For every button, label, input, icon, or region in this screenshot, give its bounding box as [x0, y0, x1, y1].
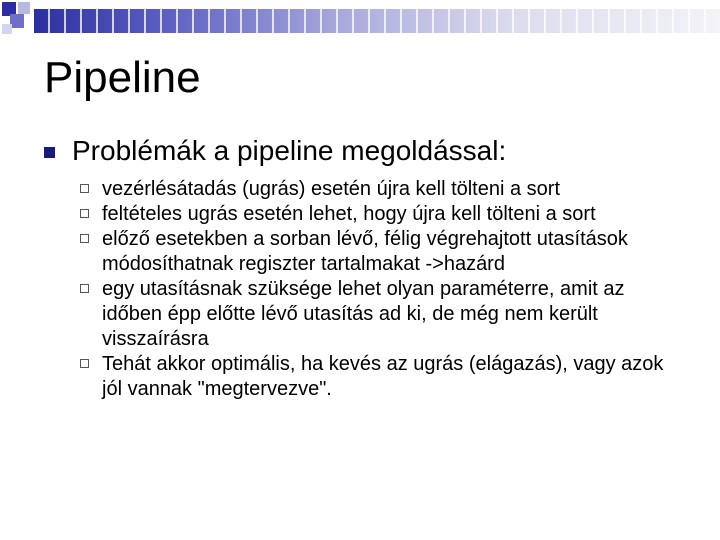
sub-bullet-text: feltételes ugrás esetén lehet, hogy újra kell tölteni a sort — [102, 203, 596, 225]
hollow-square-icon — [80, 284, 89, 293]
filled-square-icon — [44, 147, 55, 158]
sub-bullet-list — [78, 177, 678, 402]
sub-bullet-item — [78, 277, 678, 352]
header-decoration-square-light — [18, 2, 30, 14]
hollow-square-icon — [80, 184, 89, 193]
header-decoration-square-pale — [2, 24, 12, 34]
main-bullet-text: Problémák a pipeline megoldással: — [72, 135, 507, 166]
slide-title: Pipeline — [44, 53, 201, 102]
sub-bullet-text: előző esetekben a sorban lévő, félig végrehajtott utasítások módosíthatnak regiszter tartalmakat ->hazárd — [102, 228, 628, 275]
header-decoration-square-mid — [10, 14, 24, 28]
hollow-square-icon — [80, 359, 89, 368]
sub-bullet-text: Tehát akkor optimális, ha kevés az ugrás (elágazás), vagy azok jól vannak "megtervezve". — [102, 353, 664, 400]
sub-bullet-item — [78, 177, 678, 202]
hollow-square-icon — [80, 209, 89, 218]
sub-bullet-item — [78, 202, 678, 227]
hollow-square-icon — [80, 234, 89, 243]
sub-bullet-text: egy utasításnak szüksége lehet olyan paraméterre, amit az időben épp előtte lévő utasítás ad ki, de még nem került visszaírásra — [102, 278, 625, 350]
sub-bullet-item — [78, 352, 678, 402]
sub-bullet-item — [78, 227, 678, 277]
sub-bullet-text: vezérlésátadás (ugrás) esetén újra kell tölteni a sort — [102, 178, 561, 200]
header-gradient-bar — [34, 9, 720, 33]
